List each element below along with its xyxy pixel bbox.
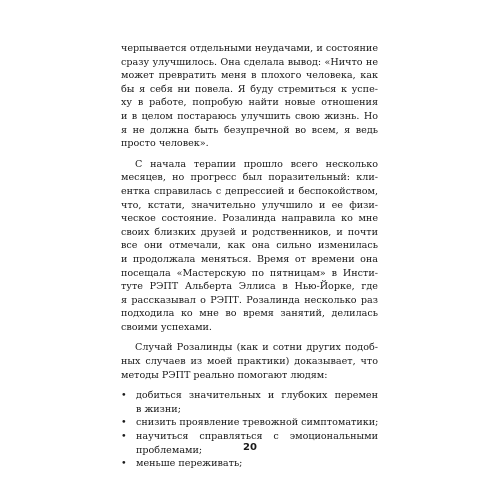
text-line: я рассказывал о РЭПТ. Розалинда несколько раз [121,294,378,306]
text-line: своими успехами. [121,321,212,333]
bullet-marker: • [121,390,127,402]
text-line: снизить проявление тревожной симптоматики; [136,417,379,429]
text-line: и продолжала меняться. Время от времени она [121,253,378,265]
text-line: ху в работе, попробую найти новые отношения [121,97,378,109]
text-line: проблемами; [136,444,203,456]
text-line: добиться значительных и глубоких перемен [136,390,378,402]
text-line: что, кстати, значительно улучшило и ее физи- [121,199,378,211]
text-line: туте РЭПТ Альберта Эллиса в Нью-Йорке, где [121,281,378,293]
page-number: 20 [243,442,257,453]
text-line: бы я себя ни повела. Я буду стремиться к успе- [121,83,378,95]
list-item-text [136,389,378,416]
text-line: все они отмечали, как она сильно изменилась [121,240,378,252]
paragraph-2 [121,158,378,335]
list-item [121,416,378,430]
text-line: методы РЭПТ реально помогают людям: [121,369,328,381]
text-line: меньше переживать; [136,458,243,470]
paragraph-3 [121,341,378,382]
paragraph-1 [121,42,378,151]
list-item-text [136,457,378,471]
text-line: ентка справилась с депрессией и беспокойством, [121,185,378,197]
text-line: Случай Розалинды (как и сотни других подоб- [135,342,378,354]
text-line: может превратить меня в плохого человека, как [121,70,378,82]
list-item [121,389,378,416]
paragraph-gap [121,382,378,389]
list-item [121,457,378,471]
text-line: посещала «Мастерскую по пятницам» в Инсти- [121,267,378,279]
text-line: ческое состояние. Розалинда направила ко мне [121,213,378,225]
paragraph-gap [121,334,378,341]
text-line: ных случаев из моей практики) доказывает, что [121,356,378,368]
text-line: подходила ко мне во время занятий, делилась [121,308,378,320]
text-line: и в целом постараюсь улучшить свою жизнь. Но [121,110,378,122]
paragraph-gap [121,151,378,158]
bullet-marker: • [121,458,127,470]
text-line: научиться справляться с эмоциональными [136,431,378,443]
text-line: сразу улучшилось. Она сделала вывод: «Ничто не [121,56,378,68]
bullet-marker: • [121,417,127,429]
text-line: месяцев, но прогресс был поразительный: кли- [121,172,378,184]
list-item-text [136,416,378,430]
text-line: С начала терапии прошло всего несколько [135,158,378,170]
bullet-list [121,389,378,471]
text-line: своих близких друзей и родственников, и почти [121,226,378,238]
text-line: просто человек». [121,138,209,150]
text-line: я не должна быть безупречной во всем, я ведь [121,124,378,136]
text-line: в жизни; [136,403,181,415]
text-line: черпывается отдельными неудачами, и состояние [121,43,378,54]
page-body [121,42,378,471]
bullet-marker: • [121,431,127,443]
